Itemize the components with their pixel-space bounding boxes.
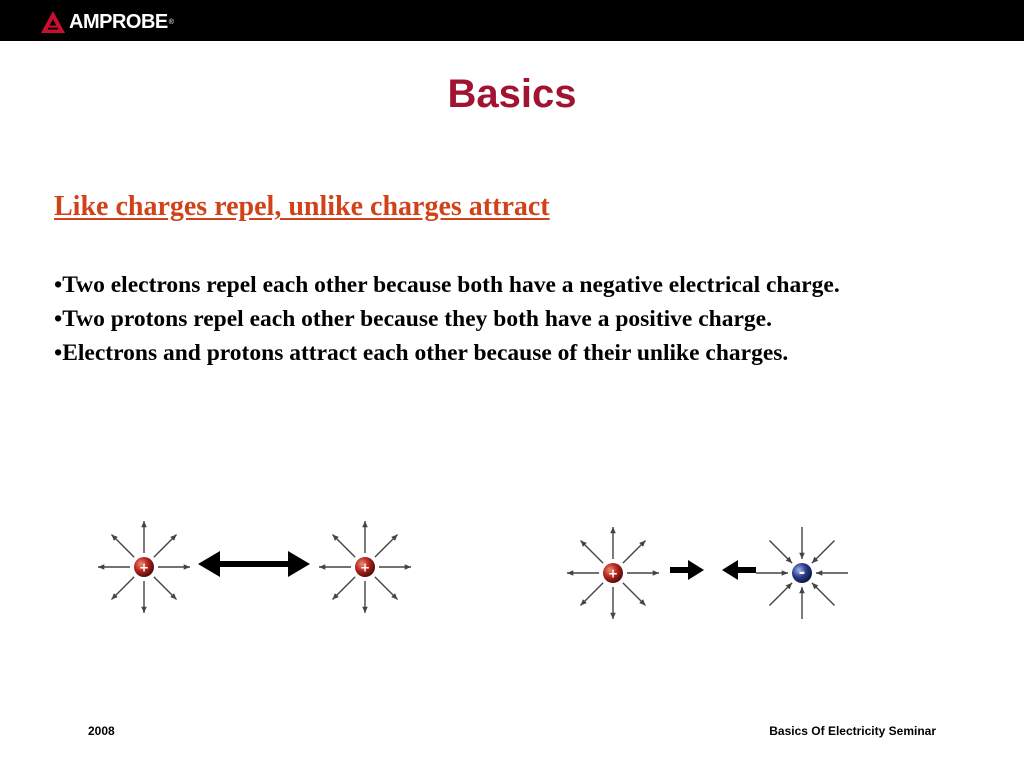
field-line-arrow (154, 534, 177, 557)
electron-charge (756, 527, 848, 619)
bullet-item-attraction: •Electrons and protons attract each other because of their unlike charges. (54, 340, 789, 366)
positive-sign: + (138, 560, 150, 575)
field-line-arrow (580, 540, 603, 563)
bullet-item-protons: •Two protons repel each other because they both have a positive charge. (54, 306, 772, 332)
slide-subtitle: Like charges repel, unlike charges attract (54, 191, 550, 222)
proton-charge-attract (567, 527, 659, 619)
field-line-arrow (154, 577, 177, 600)
field-line-arrow (769, 583, 792, 606)
slide-title: Basics (447, 72, 577, 116)
footer-seminar-title: Basics Of Electricity Seminar (769, 724, 936, 738)
field-line-arrow (111, 577, 134, 600)
positive-sign: + (359, 560, 371, 575)
field-line-arrow (769, 540, 792, 563)
attract-arrow-right (670, 560, 704, 580)
positive-sign: + (607, 566, 619, 581)
field-line-arrow (111, 534, 134, 557)
field-line-arrow (332, 534, 355, 557)
repel-arrow (198, 551, 310, 577)
field-line-arrow (375, 534, 398, 557)
logo-text: AMPROBE (69, 11, 168, 33)
logo-registered-mark: ® (168, 18, 174, 26)
negative-sign: - (798, 562, 806, 582)
attract-arrow-left (722, 560, 756, 580)
field-line-arrow (332, 577, 355, 600)
field-line-arrow (623, 583, 646, 606)
field-line-arrow (580, 583, 603, 606)
proton-charge-left (98, 521, 190, 613)
footer-year: 2008 (88, 724, 115, 738)
field-line-arrow (623, 540, 646, 563)
field-line-arrow (375, 577, 398, 600)
field-line-arrow (812, 540, 835, 563)
bullet-item-electrons: •Two electrons repel each other because both have a negative electrical charge. (54, 272, 840, 298)
proton-charge-right (319, 521, 411, 613)
field-line-arrow (812, 583, 835, 606)
